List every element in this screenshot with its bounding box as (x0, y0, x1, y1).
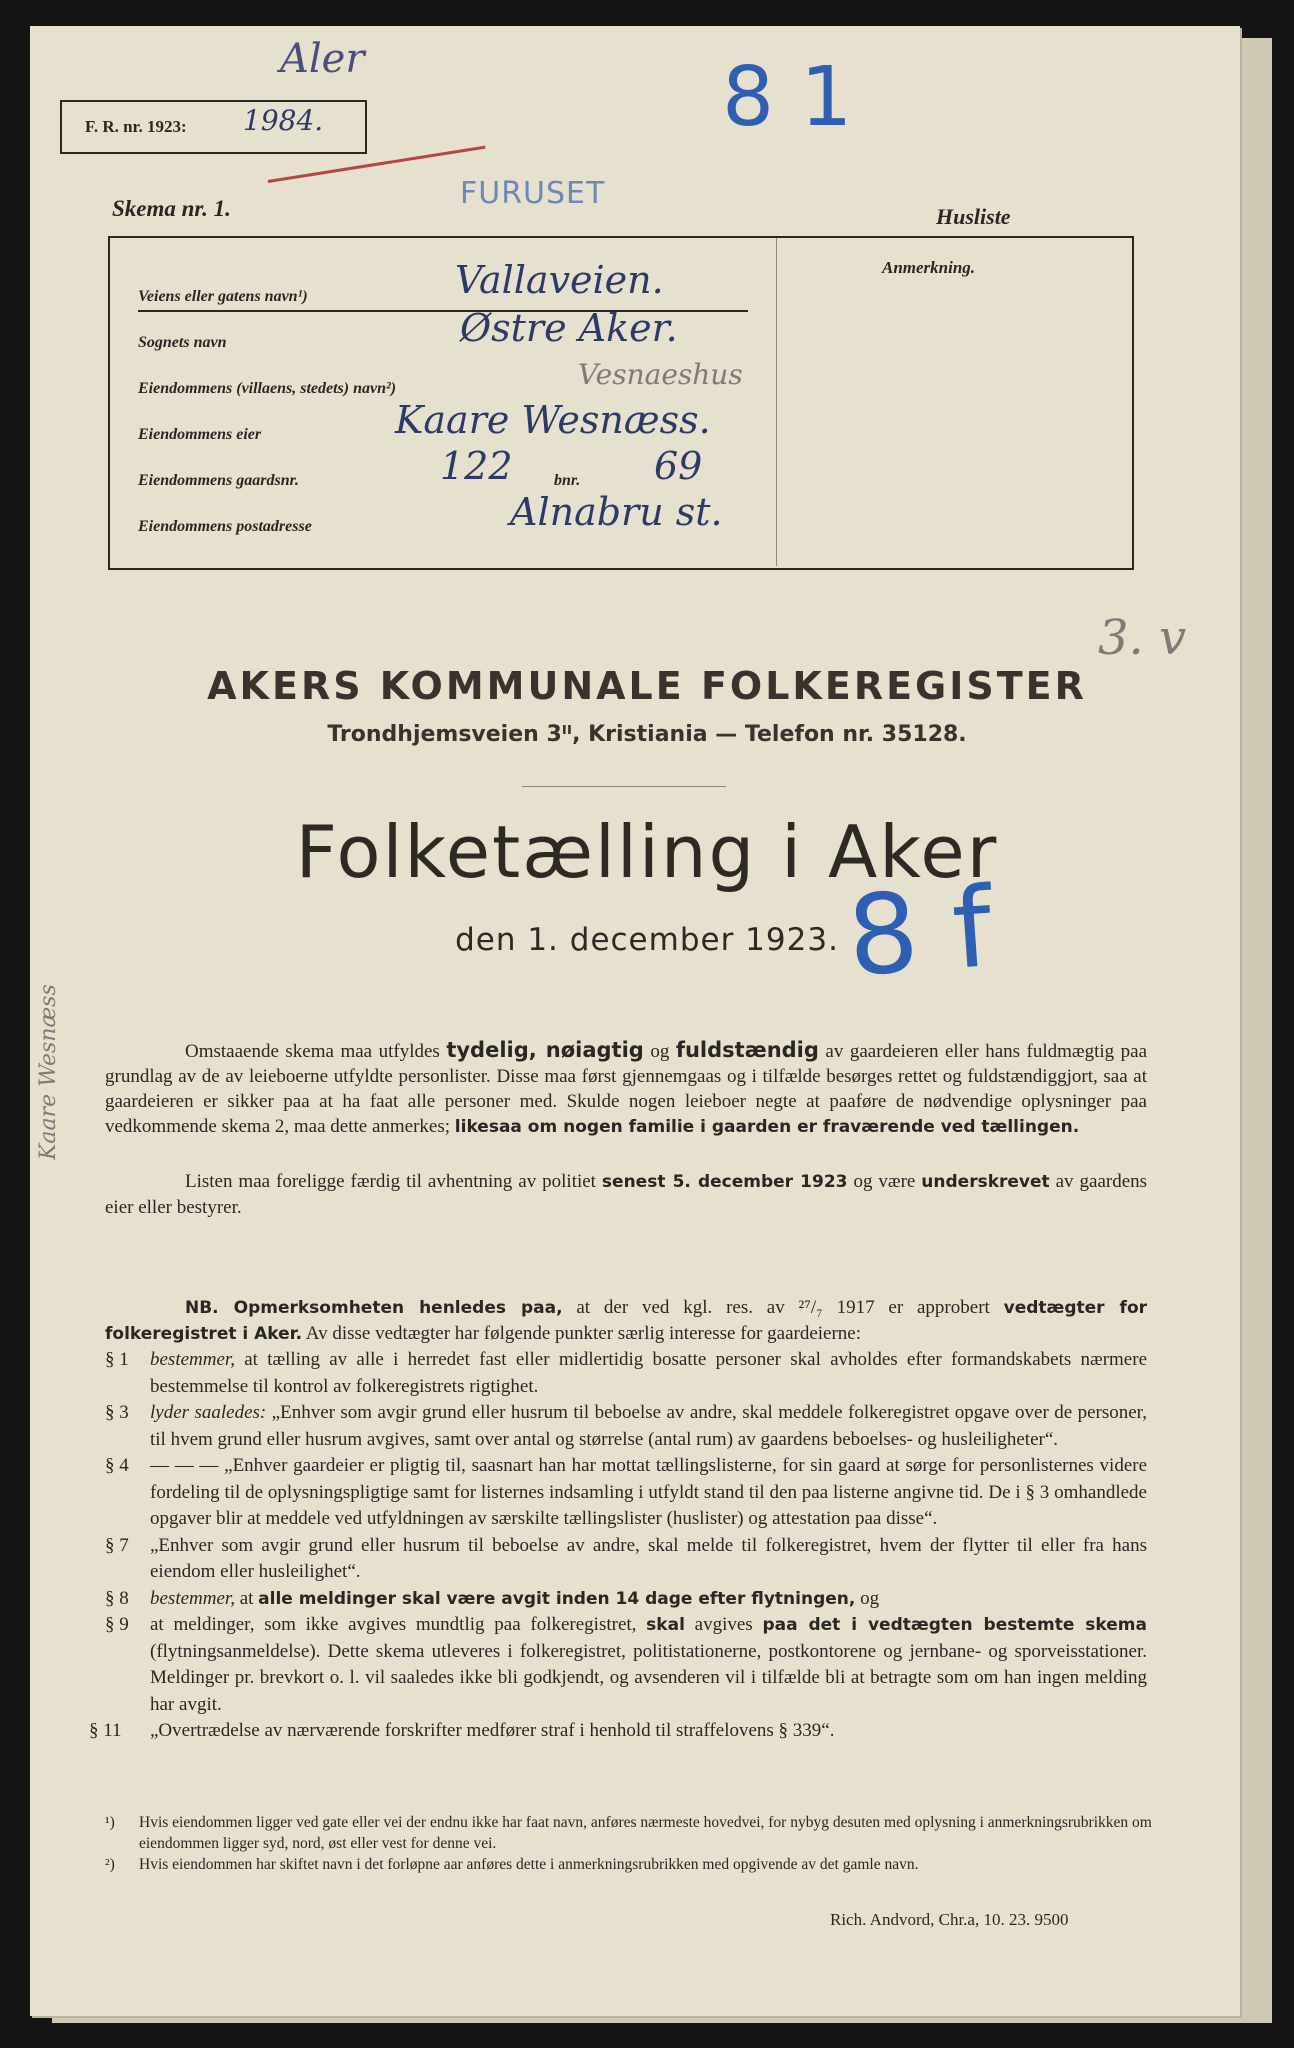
field-label-gaardsnr: Eiendommens gaardsnr. (138, 472, 299, 489)
intro-paragraph-2: Listen maa foreligge færdig til avhentning av politiet senest 5. december 1923 og være underskrevet av gaardens eier eller bestyrer. (105, 1171, 1148, 1218)
printer-imprint: Rich. Andvord, Chr.a, 10. 23. 9500 (830, 1910, 1069, 1929)
section-8: § 8 bestemmer, at alle meldinger skal være avgit inden 14 dage efter flytningen, og (105, 1587, 880, 1609)
section-7: § 7 „Enhver som avgir grund eller husrum til beboelse av andre, skal melde til folkeregistret, hvem der flytter til eller fra hans eiendom eller husleilighet“. (105, 1534, 1147, 1582)
section-11: § 11 „Overtrædelse av nærværende forskrifter medfører straf i henhold til straffelovens § 339“. (89, 1720, 835, 1741)
fr-label: F. R. nr. 1923: (85, 117, 187, 136)
section-3: § 3 lyder saaledes: „Enhver som avgir grund eller husrum til beboelse av andre, skal meddele folkeregistret opgave over de personer, til hvem grund eller husrum avgives, samt over antal og størrelse (antal rum) av gaardens beboelses- og husleiligheter“. (105, 1402, 1147, 1450)
box-divider (776, 238, 777, 566)
field-value-bnr: 69 (654, 444, 703, 488)
field-value-gaardsnr: 122 (440, 444, 513, 488)
field-label-bnr: bnr. (554, 472, 581, 489)
field-label-property-name: Eiendommens (villaens, stedets) navn²) (138, 380, 397, 397)
field-label-postal: Eiendommens postadresse (138, 518, 312, 535)
field-value-postal: Alnabru st. (510, 490, 723, 534)
field-value-parish: Østre Aker. (460, 306, 678, 350)
margin-pencil-note: Kaare Wesnæss (36, 984, 61, 1160)
nb-paragraph: NB. Opmerksomheten henledes paa, at der ved kgl. res. av ²⁷/₇ 1917 er approbert vedtægter for folkeregistret i Aker. Av disse vedtægter har følgende punkter særlig interesse for gaardeierne: (105, 1297, 1148, 1344)
section-1: § 1 bestemmer, at tælling av alle i herredet fast eller midlertidig bosatte personer skal avholdes efter formandskabets nærmere bestemmelse til kontrol av folkeregistrets rigtighet. (105, 1349, 1148, 1397)
skema-number: Skema nr. 1. (112, 196, 231, 221)
field-label-road: Veiens eller gatens navn¹) (138, 288, 308, 305)
intro-paragraph: Omstaaende skema maa utfyldes tydelig, nøiagtig og fuldstændig av gaardeieren eller hans fuldmægtig paa grundlag av de av leieboerne utfyldte personlister. Disse maa først gjennemgaas og i tilfælde besørges rettet og fuldstændiggjort, saa at gaardeieren er sikker paa at ha faat alle personer med. Skulde nogen leieboer negte at paaføre de nødvendige oplysninger paa vedkommende skema 2, maa dette anmerkes; likesaa om nogen familie i gaarden er fraværende ved tællingen. (105, 1038, 1148, 1137)
footnote-2: ²) Hvis eiendommen har skiftet navn i det forløpne aar anføres dette i anmerkningsrubrikken med opgivende av det gamle navn. (105, 1856, 919, 1873)
office-address: Trondhjemsveien 3ᴵᴵ, Kristiania — Telefon nr. 35128. (327, 722, 967, 747)
heading-rule (522, 786, 726, 787)
anmerkning-header: Anmerkning. (882, 258, 976, 277)
top-scribble: Aler (280, 36, 365, 82)
furuset-stamp: FURUSET (460, 176, 606, 211)
field-value-road: Vallaveien. (455, 258, 664, 302)
field-label-parish: Sognets navn (138, 334, 227, 351)
field-label-owner: Eiendommens eier (138, 426, 262, 443)
section-4: § 4 — — — „Enhver gaardeier er pligtig til, saasnart han har mottat tællingslisterne, for sin gaard at sørge for personlisternes videre fordeling til de oplysningspligtige samt for listernes indsamling i utfyldt stand til den paa listerne angivne tid. De i § 3 omhandlede opgaver blir at meddele ved utfyldningen av særskilte tællingslister (huslister) og attestation paa disse“. (105, 1455, 1148, 1529)
fr-value: 1984. (243, 104, 324, 137)
husliste-label: Husliste (936, 204, 1011, 229)
statute-sections (89, 1347, 1148, 1745)
footnote-1: ¹) Hvis eiendommen ligger ved gate eller vei der endnu ikke har faat navn, anføres nærmeste hovedvei, for nybyg desuten med oplysning i anmerkningsrubrikken om eiendommen ligger syd, nord, øst eller vest for denne vei. (105, 1814, 1152, 1852)
footnotes (105, 1812, 1155, 1875)
main-title: Folketælling i Aker (295, 810, 999, 894)
census-date: den 1. december 1923. (455, 922, 839, 958)
field-value-property-name: Vesnaeshus (578, 358, 743, 391)
office-name: AKERS KOMMUNALE FOLKEREGISTER (207, 664, 1087, 708)
pencil-mark: 3. v (1098, 610, 1187, 666)
blue-mark-title: 8 f (843, 863, 996, 1001)
blue-number-top: 8 1 (722, 50, 853, 145)
field-value-owner: Kaare Wesnæss. (395, 398, 711, 442)
section-9: § 9 at meldinger, som ikke avgives mundtlig paa folkeregistret, skal avgives paa det i vedtægten bestemte skema (flytningsanmeldelse). Dette skema utleveres i folkeregistret, politistationerne, postkontorene og jernbane- og sporveisstationer. Meldinger pr. brevkort o. l. vil saaledes ikke bli godkjendt, og avsenderen vil i tilfælde bli at betragte som om han ingen melding har avgit. (105, 1614, 1147, 1715)
